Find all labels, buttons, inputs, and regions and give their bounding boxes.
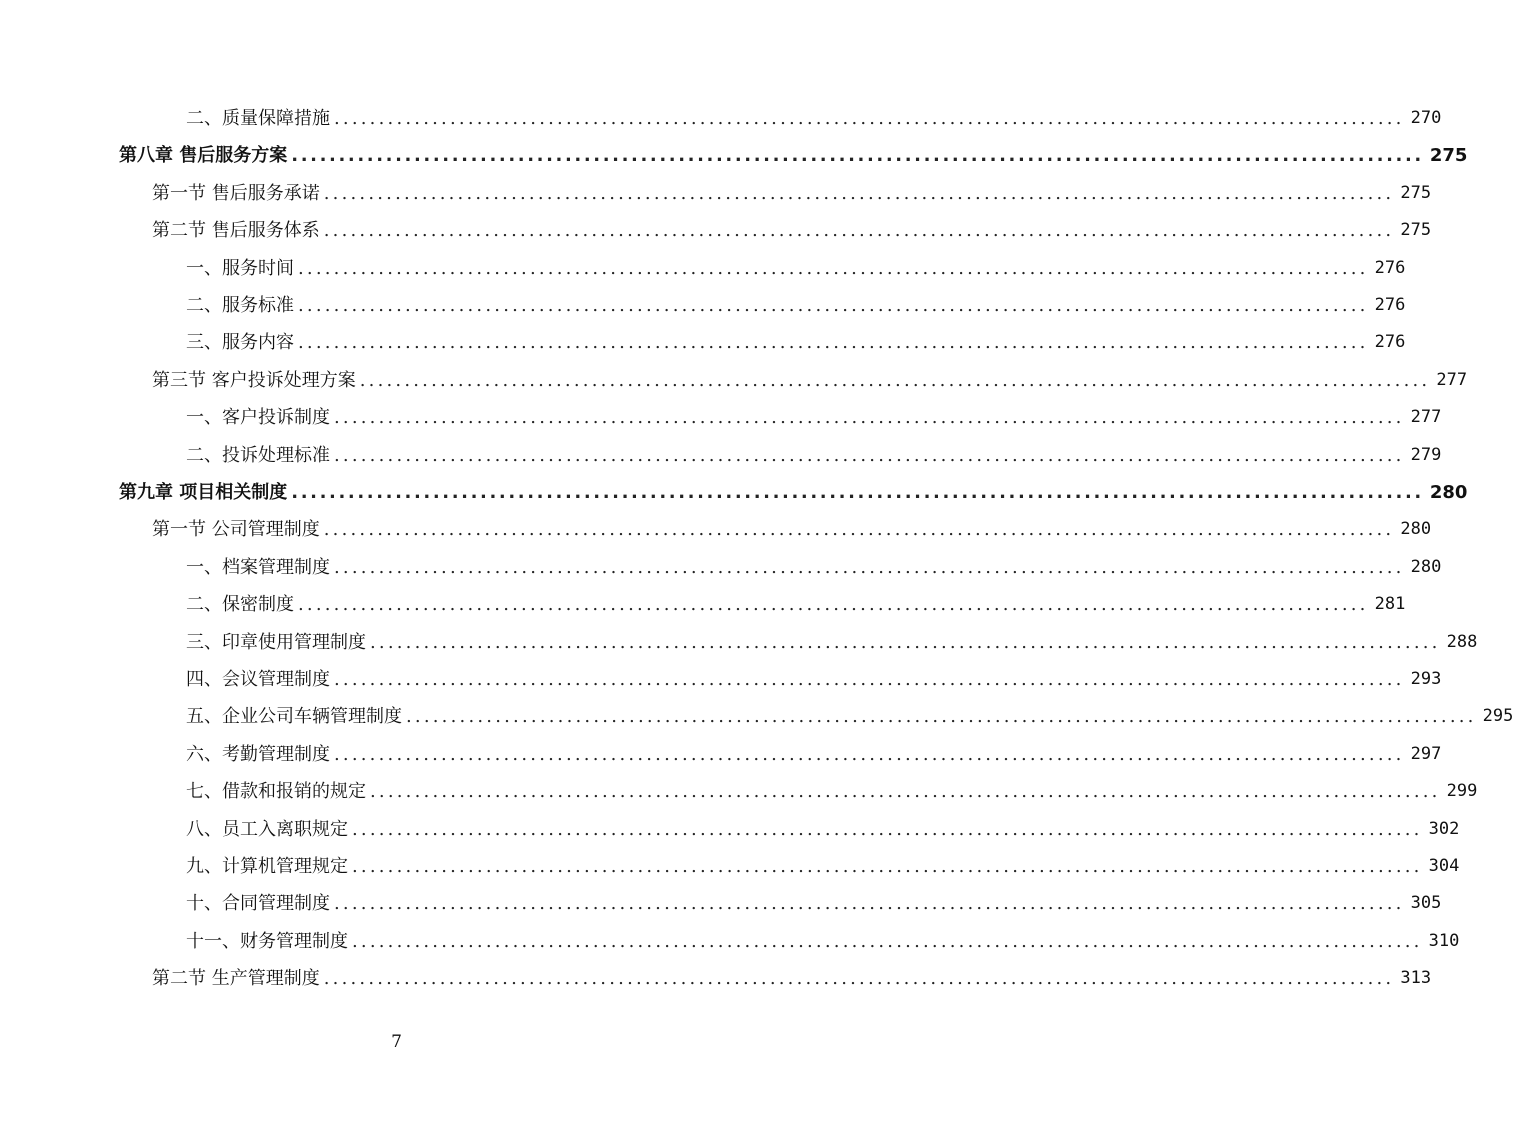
toc-entry-title: 二、质量保障措施 xyxy=(186,108,330,129)
toc-entry-page: 299 xyxy=(1446,781,1478,802)
toc-entry-title: 第二节 生产管理制度 xyxy=(152,968,320,990)
toc-dot-leader: ........................................................................................................................ xyxy=(291,145,1424,167)
toc-dot-leader: ........................................................................................................................ xyxy=(291,482,1424,503)
toc-dot-leader: ........................................................................................................................ xyxy=(298,257,1369,279)
toc-entry-title: 八、员工入离职规定 xyxy=(186,818,348,840)
toc-dot-leader: ........................................................................................................................ xyxy=(352,930,1423,952)
toc-entry-page: 310 xyxy=(1428,930,1460,951)
toc-entry-title: 六、考勤管理制度 xyxy=(186,743,330,765)
toc-item-entry[interactable] xyxy=(186,811,1460,848)
toc-entry-title: 一、客户投诉制度 xyxy=(186,407,330,429)
toc-item-entry[interactable] xyxy=(186,549,1442,586)
toc-entry-page: 277 xyxy=(1436,369,1468,390)
toc-dot-leader: ........................................................................................................................ xyxy=(334,108,1405,129)
toc-dot-leader: ........................................................................................................................ xyxy=(298,332,1369,354)
toc-chapter-entry[interactable] xyxy=(119,137,1468,174)
toc-dot-leader: ........................................................................................................................ xyxy=(406,706,1477,728)
toc-chapter-entry[interactable] xyxy=(119,474,1468,511)
toc-item-entry[interactable] xyxy=(186,399,1442,436)
toc-entry-page: 305 xyxy=(1410,893,1442,914)
toc-section-entry[interactable] xyxy=(152,511,1432,548)
toc-section-entry[interactable] xyxy=(152,175,1432,212)
toc-dot-leader: ........................................................................................................................ xyxy=(323,220,1395,242)
toc-item-entry[interactable] xyxy=(186,661,1442,698)
toc-item-entry[interactable] xyxy=(186,736,1442,773)
toc-dot-leader: ........................................................................................................................ xyxy=(323,182,1395,204)
toc-dot-leader: ........................................................................................................................ xyxy=(359,369,1431,391)
toc-item-entry[interactable] xyxy=(186,287,1406,324)
toc-dot-leader: ........................................................................................................................ xyxy=(323,519,1395,541)
toc-entry-page: 293 xyxy=(1410,669,1442,689)
toc-entry-title: 四、会议管理制度 xyxy=(186,669,330,690)
toc-entry-page: 275 xyxy=(1429,145,1468,167)
toc-entry-title: 第九章 项目相关制度 xyxy=(119,482,288,503)
toc-entry-title: 三、印章使用管理制度 xyxy=(186,631,366,653)
toc-section-entry[interactable] xyxy=(152,362,1468,399)
toc-entry-title: 第八章 售后服务方案 xyxy=(119,145,288,167)
toc-dot-leader: ........................................................................................................................ xyxy=(334,743,1405,765)
toc-entry-title: 三、服务内容 xyxy=(186,332,294,354)
toc-entry-page: 280 xyxy=(1429,482,1468,503)
toc-entry-page: 280 xyxy=(1410,556,1442,577)
toc-item-entry[interactable] xyxy=(186,437,1442,474)
toc-item-entry[interactable] xyxy=(186,624,1478,661)
toc-item-entry[interactable] xyxy=(186,885,1442,922)
toc-section-entry[interactable] xyxy=(152,212,1432,249)
toc-entry-page: 276 xyxy=(1374,257,1406,278)
toc-entry-title: 第二节 售后服务体系 xyxy=(152,220,320,242)
toc-entry-page: 275 xyxy=(1400,220,1432,241)
toc-entry-page: 313 xyxy=(1400,968,1432,989)
toc-entry-page: 304 xyxy=(1428,856,1460,876)
toc-entry-title: 十一、财务管理制度 xyxy=(186,930,348,952)
toc-dot-leader: ........................................................................................................................ xyxy=(298,594,1369,616)
toc-entry-title: 二、服务标准 xyxy=(186,295,294,316)
toc-entry-page: 276 xyxy=(1374,332,1406,353)
toc-entry-title: 第三节 客户投诉处理方案 xyxy=(152,369,356,391)
toc-item-entry[interactable] xyxy=(186,324,1406,361)
toc-entry-page: 281 xyxy=(1374,594,1406,615)
toc-entry-title: 九、计算机管理规定 xyxy=(186,856,348,877)
toc-dot-leader: ........................................................................................................................ xyxy=(334,669,1405,690)
toc-item-entry[interactable] xyxy=(186,848,1460,885)
toc-dot-leader: ........................................................................................................................ xyxy=(334,407,1405,429)
toc-dot-leader: ........................................................................................................................ xyxy=(323,968,1395,990)
toc-section-entry[interactable] xyxy=(152,960,1432,997)
toc-dot-leader: ........................................................................................................................ xyxy=(334,893,1405,915)
toc-item-entry[interactable] xyxy=(186,250,1406,287)
toc-dot-leader: ........................................................................................................................ xyxy=(352,856,1423,877)
toc-entry-page: 279 xyxy=(1410,444,1442,465)
toc-entry-page: 288 xyxy=(1446,631,1478,652)
toc-entry-page: 275 xyxy=(1400,182,1432,203)
toc-entry-title: 第一节 公司管理制度 xyxy=(152,519,320,541)
toc-entry-page: 280 xyxy=(1400,519,1432,540)
toc-item-entry[interactable] xyxy=(186,773,1478,810)
toc-entry-page: 270 xyxy=(1410,108,1442,128)
toc-dot-leader: ........................................................................................................................ xyxy=(370,631,1441,653)
toc-entry-title: 第一节 售后服务承诺 xyxy=(152,182,320,204)
toc-dot-leader: ........................................................................................................................ xyxy=(334,556,1405,578)
toc-entry-page: 276 xyxy=(1374,295,1406,315)
toc-entry-title: 二、保密制度 xyxy=(186,594,294,616)
toc-entry-title: 十、合同管理制度 xyxy=(186,893,330,915)
toc-entry-title: 七、借款和报销的规定 xyxy=(186,781,366,803)
toc-item-entry[interactable] xyxy=(186,586,1406,623)
toc-dot-leader: ........................................................................................................................ xyxy=(352,818,1423,840)
toc-dot-leader: ........................................................................................................................ xyxy=(298,295,1369,316)
toc-entry-page: 277 xyxy=(1410,407,1442,428)
toc-entry-title: 一、服务时间 xyxy=(186,257,294,279)
toc-entry-page: 302 xyxy=(1428,818,1460,839)
toc-entry-title: 五、企业公司车辆管理制度 xyxy=(186,706,402,728)
toc-dot-leader: ........................................................................................................................ xyxy=(370,781,1441,803)
toc-entry-title: 一、档案管理制度 xyxy=(186,556,330,578)
toc-entry-page: 295 xyxy=(1482,706,1513,727)
toc-item-entry[interactable] xyxy=(186,698,1513,735)
toc-item-entry[interactable] xyxy=(186,923,1460,960)
toc-dot-leader: ........................................................................................................................ xyxy=(334,444,1405,466)
page-number: 7 xyxy=(391,1032,402,1052)
toc-entry-title: 二、投诉处理标准 xyxy=(186,444,330,466)
toc-item-entry[interactable] xyxy=(186,100,1442,137)
toc-entry-page: 297 xyxy=(1410,743,1442,764)
